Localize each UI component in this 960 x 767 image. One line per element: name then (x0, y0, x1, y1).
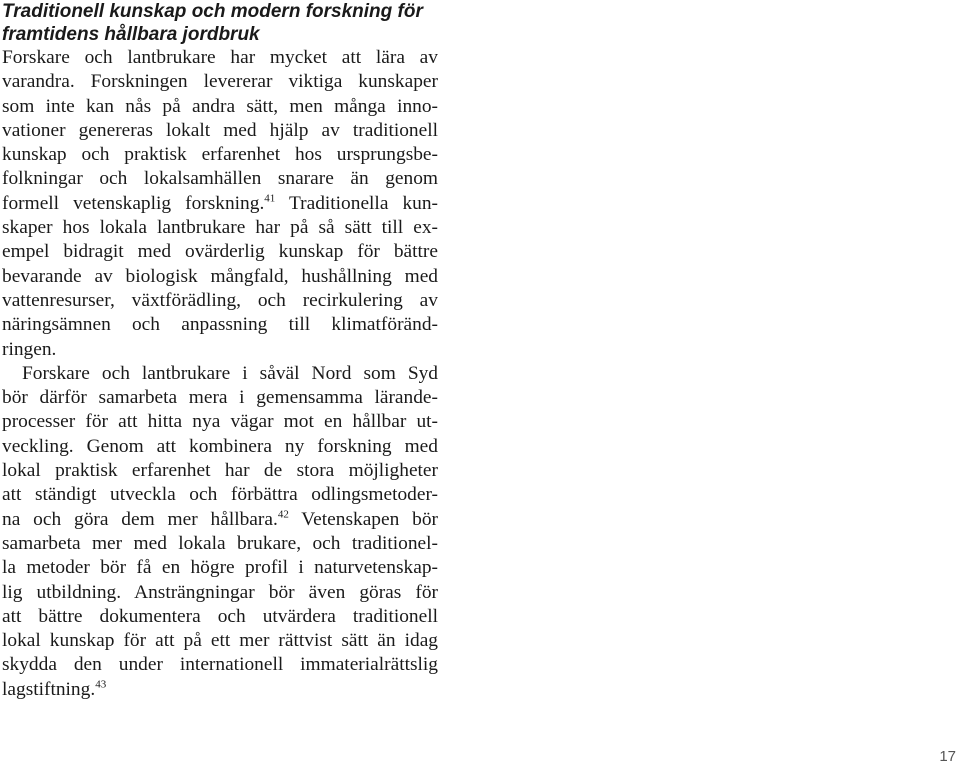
text-line: att bättre dokumentera och utvärdera traditionell (2, 605, 438, 627)
text-line: folkningar och lokalsamhällen snarare än genom (2, 168, 438, 190)
text-fragment: Vetenskapen bör (288, 508, 438, 530)
footnote-ref-41: 41 (264, 192, 276, 205)
text-fragment: Traditionella kun- (275, 192, 438, 214)
text-line: bevarande av biologisk mångfald, hushållning med (2, 265, 438, 287)
text-line (2, 192, 438, 216)
text-line: vationer genereras lokalt med hjälp av traditionell (2, 119, 438, 141)
text-line: skydda den under internationell immaterialrättslig (2, 654, 438, 676)
text-line (2, 508, 438, 532)
text-line: näringsämnen och anpassning till klimatföränd- (2, 314, 438, 336)
text-line: skaper hos lokala lantbrukare har på så sätt till ex- (2, 217, 438, 239)
heading-line-1: Traditionell kunskap och modern forskning för (2, 1, 423, 22)
text-line: samarbeta mer med lokala brukare, och traditionel- (2, 532, 438, 554)
text-line (2, 678, 438, 702)
text-line: processer för att hitta nya vägar mot en hållbar ut- (2, 411, 438, 433)
footnote-ref-42: 42 (277, 508, 289, 521)
text-line: som inte kan nås på andra sätt, men många inno- (2, 95, 438, 117)
text-line: bör därför samarbeta mera i gemensamma lärande- (2, 387, 438, 409)
heading-line-2: framtidens hållbara jordbruk (2, 24, 260, 45)
text-line: ringen. (2, 338, 57, 360)
text-fragment: lagstiftning. (2, 678, 96, 700)
text-line: veckling. Genom att kombinera ny forskning med (2, 435, 438, 457)
footnote-ref-43: 43 (95, 678, 107, 691)
page-number: 17 (939, 748, 956, 765)
section-heading (2, 0, 452, 46)
body-text (2, 46, 438, 702)
text-line: la metoder bör få en högre profil i naturvetenskap- (2, 557, 438, 579)
text-fragment: formell vetenskaplig forskning. (2, 192, 265, 214)
text-line: varandra. Forskningen levererar viktiga kunskaper (2, 71, 438, 93)
text-line: empel bidragit med ovärderlig kunskap för bättre (2, 241, 438, 263)
text-fragment: na och göra dem mer hållbara. (2, 508, 278, 530)
text-line: vattenresurser, växtförädling, och recirkulering av (2, 289, 438, 311)
text-line: lokal kunskap för att på ett mer rättvist sätt än idag (2, 630, 438, 652)
text-line: att ständigt utveckla och förbättra odlingsmetoder- (2, 484, 438, 506)
text-line: kunskap och praktisk erfarenhet hos ursprungsbe- (2, 144, 438, 166)
text-line: lig utbildning. Ansträngningar bör även göras för (2, 581, 438, 603)
text-line: Forskare och lantbrukare har mycket att lära av (2, 47, 438, 68)
text-line: lokal praktisk erfarenhet har de stora möjligheter (2, 460, 438, 482)
text-line: Forskare och lantbrukare i såväl Nord som Syd (22, 362, 438, 384)
